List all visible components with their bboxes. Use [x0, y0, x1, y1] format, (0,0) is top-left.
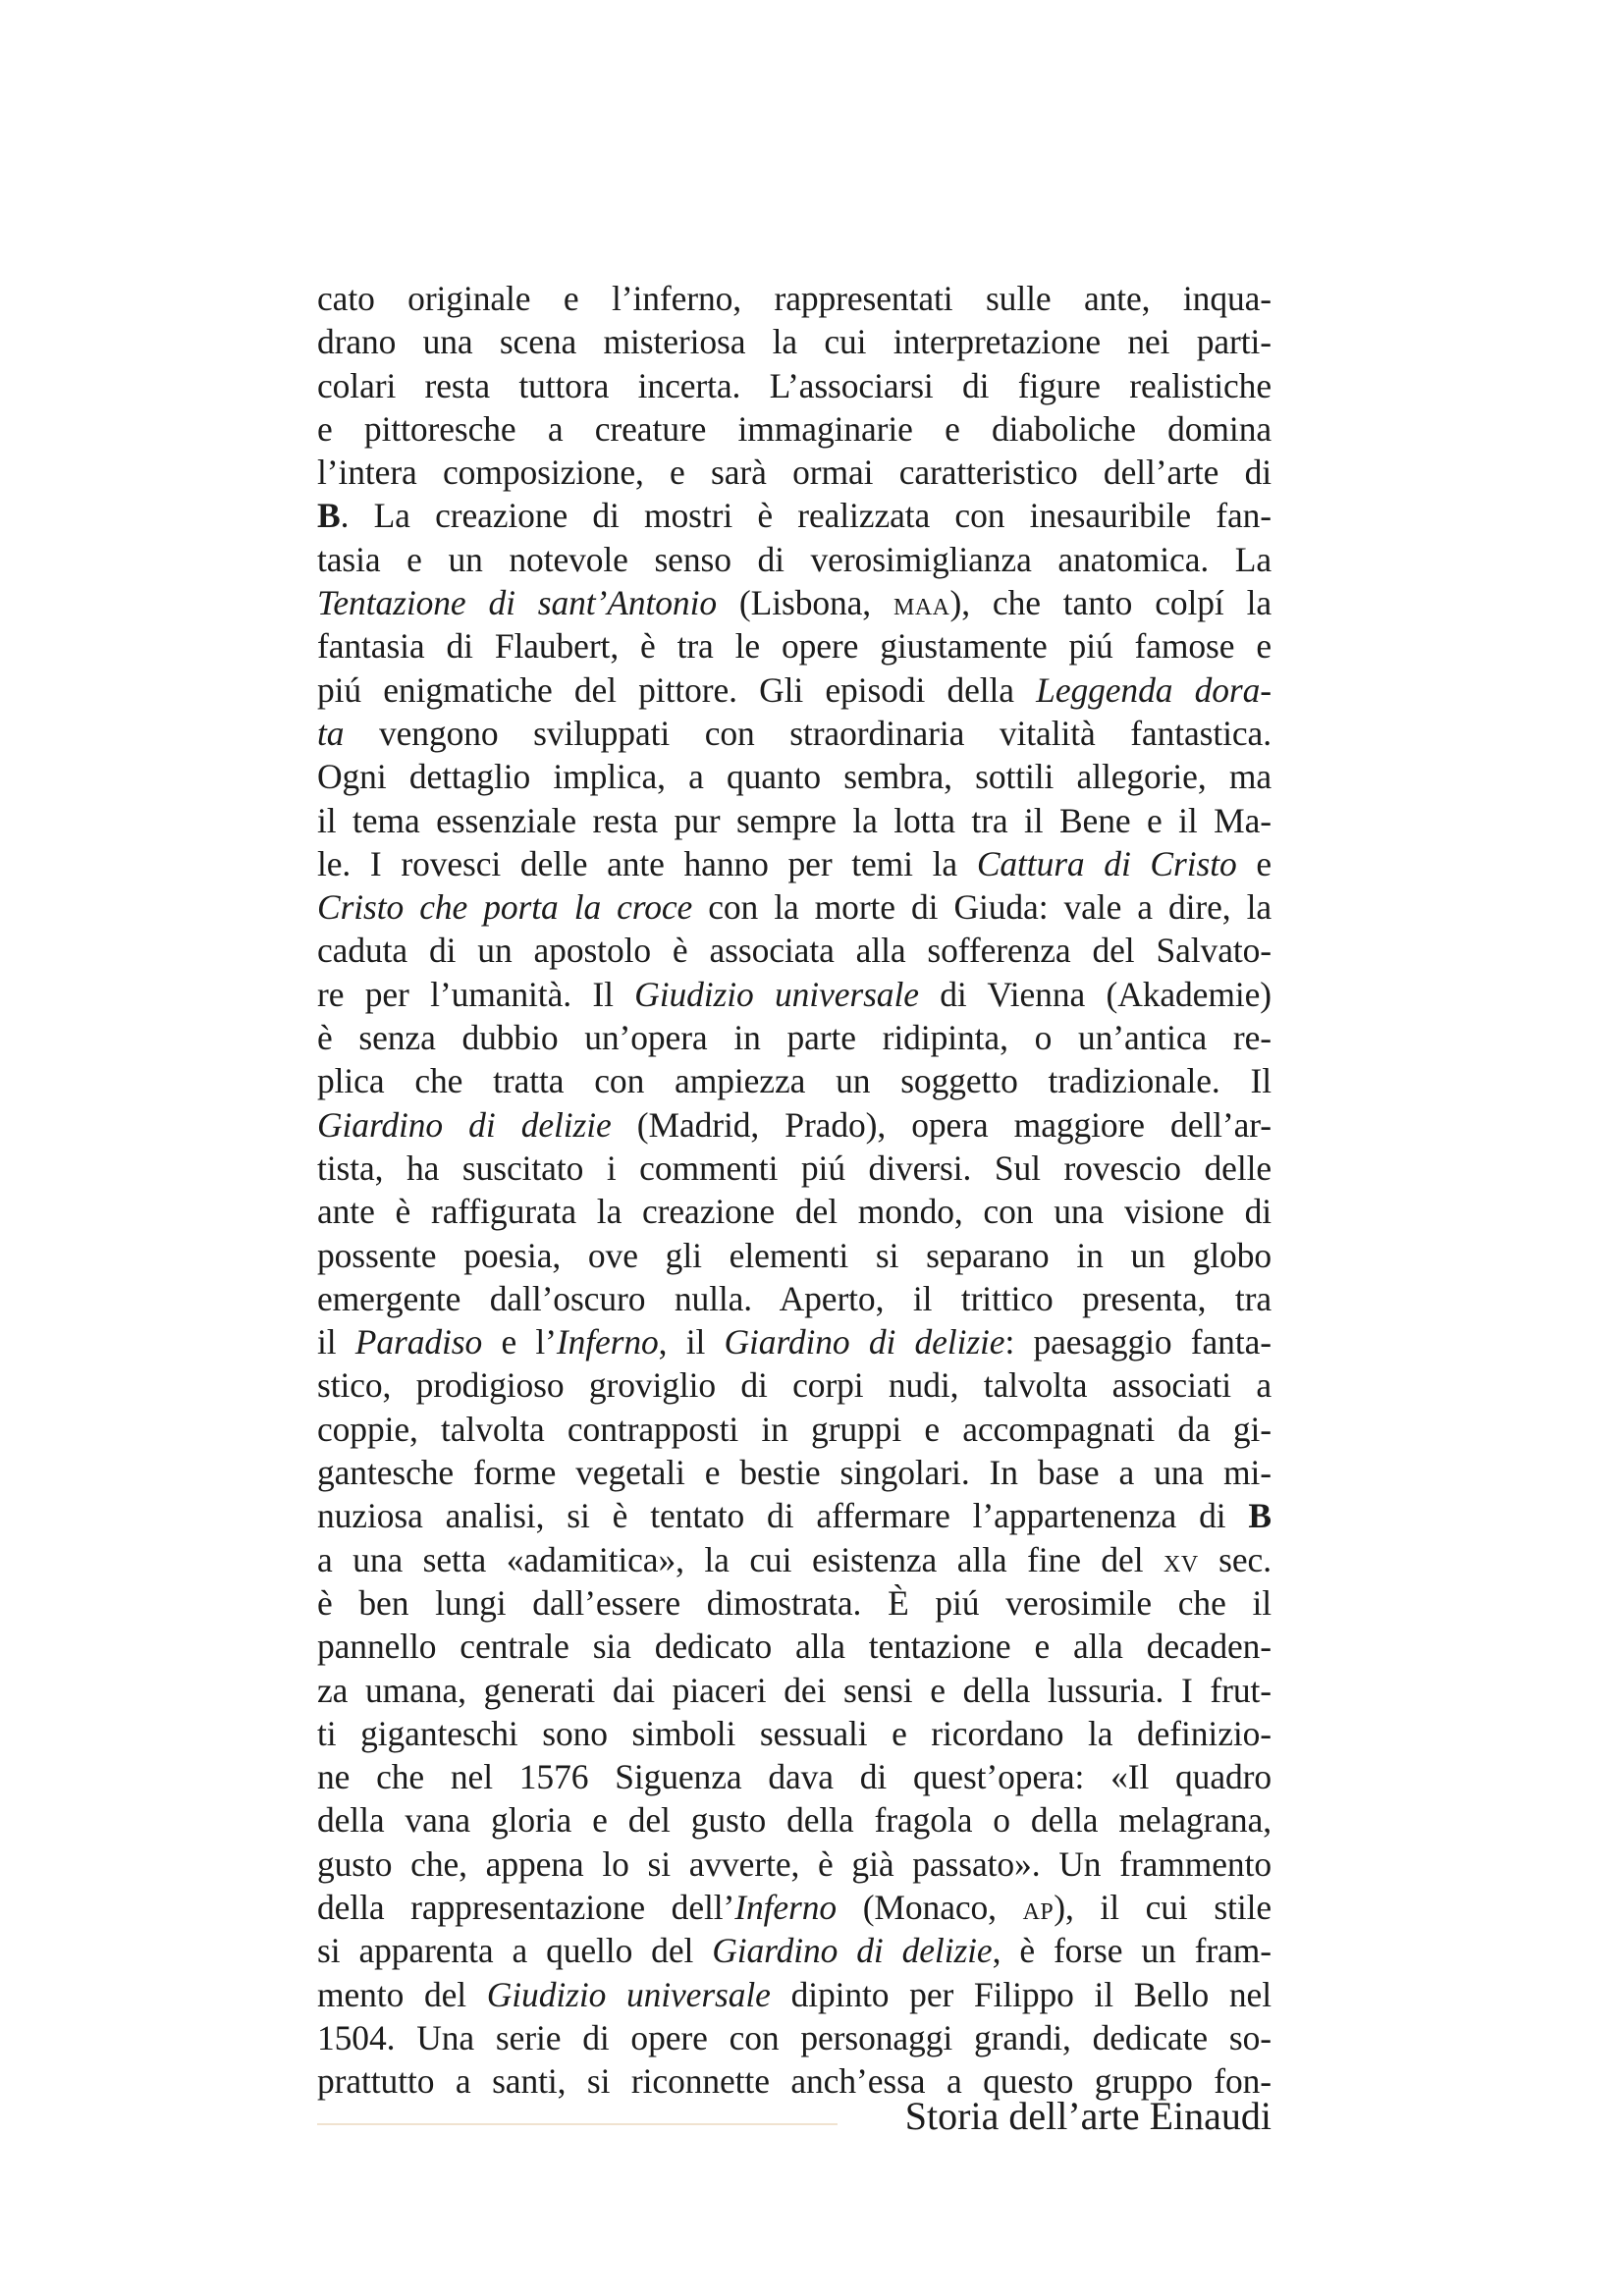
text-segment: coppie, talvolta contrapposti in gruppi e accompagnati da gi- — [317, 1409, 1271, 1449]
text-line — [317, 1494, 1271, 1537]
text-line — [317, 320, 1271, 363]
bold-initial: B — [1248, 1496, 1271, 1536]
text-segment: piú enigmatiche del pittore. Gli episodi della — [317, 669, 1037, 710]
italic-title: Cattura di Cristo — [976, 843, 1237, 883]
text-segment: tasia e un notevole senso di verosimiglianza anatomica. La — [317, 539, 1271, 579]
text-segment: fantasia di Flaubert, è tra le opere giustamente piú famose e — [317, 626, 1271, 667]
italic-title: Paradiso — [354, 1322, 483, 1362]
text-segment: gantesche forme vegetali e bestie singolari. In base a una mi- — [317, 1453, 1271, 1493]
small-caps-abbrev: xv — [1163, 1540, 1199, 1579]
text-line — [317, 1625, 1271, 1668]
text-segment: le. I rovesci delle ante hanno per temi la — [317, 843, 977, 883]
text-line — [317, 277, 1271, 320]
text-segment: prattutto a santi, si riconnette anch’essa a questo gruppo fon- — [317, 2061, 1271, 2102]
text-segment: e — [1236, 843, 1271, 883]
small-caps-abbrev: maa — [893, 584, 950, 623]
text-line — [317, 1059, 1271, 1102]
italic-title: Leggenda dora- — [1036, 669, 1271, 710]
text-segment: (Monaco, — [837, 1887, 1023, 1927]
text-line — [317, 1234, 1271, 1277]
text-segment: si apparenta a quello del — [317, 1931, 713, 1971]
text-segment: ti giganteschi sono simboli sessuali e ricordano la definizio- — [317, 1713, 1271, 1753]
text-line — [317, 1929, 1271, 1972]
text-segment: di Vienna (Akademie) — [918, 974, 1271, 1014]
text-segment: za umana, generati dai piaceri dei sensi e della lussuria. I frut- — [317, 1670, 1271, 1710]
text-line — [317, 1842, 1271, 1886]
text-line — [317, 581, 1271, 624]
italic-title: Inferno — [556, 1322, 659, 1362]
text-line — [317, 538, 1271, 581]
text-line — [317, 1408, 1271, 1451]
italic-title: Giudizio universale — [634, 974, 919, 1014]
text-segment: dipinto per Filippo il Bello nel — [770, 1974, 1271, 2014]
text-segment: , è forse un fram- — [992, 1931, 1271, 1971]
bold-initial: B — [317, 496, 341, 536]
text-line — [317, 885, 1271, 929]
text-line — [317, 364, 1271, 407]
text-line — [317, 973, 1271, 1016]
text-segment: l’intera composizione, e sarà ormai caratteristico dell’arte di — [317, 453, 1271, 493]
text-segment: drano una scena misteriosa la cui interpretazione nei parti- — [317, 322, 1271, 362]
text-segment: è senza dubbio un’opera in parte ridipinta, o un’antica re- — [317, 1018, 1271, 1058]
text-segment: re per l’umanità. Il — [317, 974, 635, 1014]
footer-title: Storia dell’arte Einaudi — [904, 2094, 1271, 2138]
text-segment: gusto che, appena lo si avverte, è già passato». Un frammento — [317, 1843, 1271, 1884]
text-segment: caduta di un apostolo è associata alla sofferenza del Salvato- — [317, 931, 1271, 971]
text-line — [317, 1147, 1271, 1190]
text-line — [317, 1886, 1271, 1929]
body-text — [317, 277, 1271, 2103]
text-line — [317, 755, 1271, 798]
text-line — [317, 1320, 1271, 1363]
text-line — [317, 1277, 1271, 1320]
text-line — [317, 451, 1271, 494]
text-segment: plica che tratta con ampiezza un soggetto tradizionale. Il — [317, 1061, 1271, 1101]
text-segment: , il — [658, 1322, 725, 1362]
italic-title: Inferno — [734, 1887, 838, 1927]
text-segment: e l’ — [482, 1322, 557, 1362]
italic-title: Giardino di delizie — [724, 1322, 1005, 1362]
small-caps-abbrev: ap — [1022, 1888, 1055, 1927]
text-segment: Ogni dettaglio implica, a quanto sembra, sottili allegorie, ma — [317, 757, 1271, 797]
text-segment: ante è raffigurata la creazione del mondo, con una visione di — [317, 1192, 1271, 1232]
text-segment: a una setta «adamitica», la cui esistenza alla fine del — [317, 1539, 1163, 1579]
text-segment: della rappresentazione dell’ — [317, 1887, 735, 1927]
text-line — [317, 1538, 1271, 1581]
text-segment: il tema essenziale resta pur sempre la lotta tra il Bene e il Ma- — [317, 800, 1271, 840]
text-segment: tista, ha suscitato i commenti piú diversi. Sul rovescio delle — [317, 1148, 1271, 1188]
text-segment: (Lisbona, — [717, 583, 893, 623]
text-line — [317, 1190, 1271, 1233]
italic-title: ta — [317, 713, 345, 753]
text-line — [317, 1798, 1271, 1842]
text-segment: sec. — [1198, 1539, 1271, 1579]
text-line — [317, 1755, 1271, 1798]
text-segment: mento del — [317, 1974, 487, 2014]
italic-title: Giardino di delizie — [712, 1931, 993, 1971]
text-segment: e pittoresche a creature immaginarie e diaboliche domina — [317, 408, 1271, 449]
text-line — [317, 799, 1271, 842]
text-line — [317, 1451, 1271, 1494]
italic-title: Giudizio universale — [486, 1974, 771, 2014]
text-segment: pannello centrale sia dedicato alla tentazione e alla decaden- — [317, 1627, 1271, 1667]
text-line — [317, 407, 1271, 451]
text-segment: con la morte di Giuda: vale a dire, la — [692, 887, 1271, 928]
text-segment: (Madrid, Prado), opera maggiore dell’ar- — [611, 1104, 1271, 1145]
text-line — [317, 1016, 1271, 1059]
text-segment: stico, prodigioso groviglio di corpi nudi, talvolta associati a — [317, 1365, 1271, 1406]
text-segment: ), che tanto colpí la — [949, 583, 1272, 623]
page-footer — [317, 2087, 1271, 2146]
text-segment: ne che nel 1576 Siguenza dava di quest’opera: «Il quadro — [317, 1757, 1271, 1797]
italic-title: Giardino di delizie — [317, 1104, 612, 1145]
text-line — [317, 668, 1271, 712]
text-line — [317, 2016, 1271, 2059]
text-line — [317, 624, 1271, 667]
footer-rule — [317, 2123, 838, 2125]
text-line — [317, 1712, 1271, 1755]
text-line — [317, 1363, 1271, 1407]
text-segment: 1504. Una serie di opere con personaggi grandi, dedicate so- — [317, 2017, 1271, 2057]
text-segment: possente poesia, ove gli elementi si separano in un globo — [317, 1235, 1271, 1275]
text-segment: il — [317, 1322, 355, 1362]
text-segment: vengono sviluppati con straordinaria vitalità fantastica. — [344, 713, 1271, 753]
text-line — [317, 842, 1271, 885]
text-segment: : paesaggio fanta- — [1004, 1322, 1271, 1362]
text-segment: emergente dall’oscuro nulla. Aperto, il trittico presenta, tra — [317, 1278, 1271, 1318]
text-segment: della vana gloria e del gusto della fragola o della melagrana, — [317, 1800, 1271, 1841]
text-line — [317, 1973, 1271, 2016]
text-segment: . La creazione di mostri è realizzata con inesauribile fan- — [340, 496, 1271, 536]
text-segment: colari resta tuttora incerta. L’associarsi di figure realistiche — [317, 365, 1271, 405]
text-line — [317, 494, 1271, 537]
text-segment: nuziosa analisi, si è tentato di affermare l’appartenenza di — [317, 1496, 1249, 1536]
italic-title: Cristo che porta la croce — [317, 887, 693, 928]
text-line — [317, 1581, 1271, 1625]
text-line — [317, 712, 1271, 755]
text-line — [317, 1103, 1271, 1147]
text-line — [317, 929, 1271, 972]
italic-title: Tentazione di sant’Antonio — [317, 583, 717, 623]
text-segment: ), il cui stile — [1054, 1887, 1271, 1927]
text-segment: cato originale e l’inferno, rappresentati sulle ante, inqua- — [317, 279, 1271, 318]
text-line — [317, 1669, 1271, 1712]
text-segment: è ben lungi dall’essere dimostrata. È piú verosimile che il — [317, 1582, 1271, 1623]
